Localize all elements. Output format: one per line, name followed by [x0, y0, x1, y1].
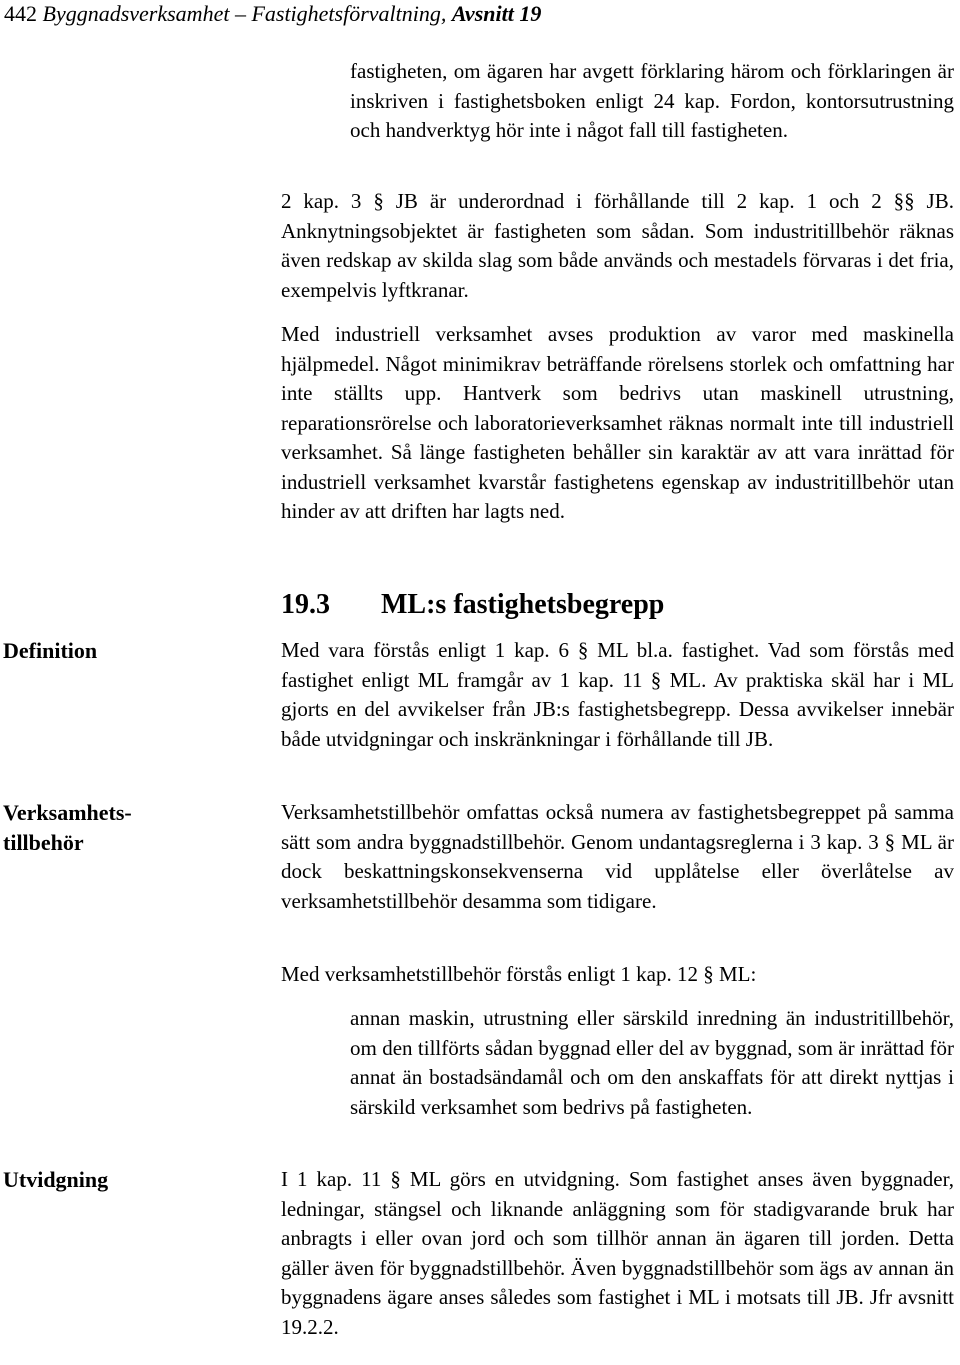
page-header: [4, 0, 541, 28]
page-number: 442: [4, 1, 37, 26]
paragraph-industriell-verksamhet: Med industriell verksamhet avses produktion av varor med maskinella hjälpmedel. Något minimikrav beträffande rörelsens storlek och omfattning har inte ställts upp. Hantverk som bedrivs utan maskinell utrustning, reparationsrörelse och laboratorieverksamhet räknas normalt inte till industriell verksamhet. Så länge fastigheten behåller sin karaktär av att vara inrättad för industriell verksamhet kvarstår fastighetens egenskap av industritillbehör utan hinder av att driften har lagts ned.: [281, 322, 954, 523]
paragraph-definition: Med vara förstås enligt 1 kap. 6 § ML bl.a. fastighet. Vad som förstås med fastighet enligt ML framgår av 1 kap. 11 § ML. Av praktiska skäl har i ML gjorts en del avvikelser från JB:s fastighetsbegrepp. Dessa avvikelser innebär både utvidgningar och inskränkningar i förhållande till JB.: [281, 638, 954, 751]
paragraph-med-verksamhetstillbehor: Med verksamhetstillbehör förstås enligt 1 kap. 12 § ML:: [281, 962, 757, 986]
paragraph-fastigheten: fastigheten, om ägaren har avgett förklaring härom och förklaringen är inskriven i fastighetsboken enligt 24 kap. Fordon, kontorsutrustning och handverktyg hör inte i något fall till fastigheten.: [350, 59, 954, 142]
paragraph-underordnad: 2 kap. 3 § JB är underordnad i förhållande till 2 kap. 1 och 2 §§ JB. Anknytningsobjektet är fastigheten som sådan. Som industritillbehör räknas även redskap av skilda slag som både används och mestadels förvaras i det fria, exempelvis lyftkranar.: [281, 189, 954, 302]
section-number: 19.3: [281, 589, 330, 620]
paragraph-quoted-definition: annan maskin, utrustning eller särskild inredning än industritillbehör, om den tillförts sådan byggnad eller del av byggnad, som är inrättad för annat än bostadsändamål och om den anskaffats för att direkt nyttjas i särskild verksamhet som bedrivs på fastigheten.: [350, 1006, 954, 1119]
section-heading: [281, 588, 664, 622]
margin-note-verksamhetstillbehor: Verksamhets- tillbehör: [3, 800, 132, 855]
running-section: Avsnitt 19: [451, 1, 542, 26]
margin-note-utvidgning: Utvidgning: [3, 1167, 109, 1192]
paragraph-utvidgning: I 1 kap. 11 § ML görs en utvidgning. Som fastighet anses även byggnader, ledningar, stängsel och liknande anläggning som för stadigvarande bruk har anbragts i eller ovan jord och som tillhör annan än ägaren till jorden. Detta gäller även för byggnadstillbehör. Även byggnadstillbehör som ägs av annan än byggnadens ägare anses således som fastighet i ML i motsats till JB. Jfr avsnitt 19.2.2.: [281, 1167, 954, 1339]
running-title: Byggnadsverksamhet – Fastighetsförvaltning,: [42, 1, 447, 26]
margin-note-definition: Definition: [3, 638, 98, 663]
paragraph-verksamhetstillbehor: Verksamhetstillbehör omfattas också numera av fastighetsbegreppet på samma sätt som andra byggnadstillbehör. Genom undantagsreglerna i 3 kap. 3 § ML är dock beskattningskonsekvenserna vid upplåtelse eller överlåtelse av verksamhetstillbehör desamma som tidigare.: [281, 800, 954, 913]
section-title: ML:s fastighetsbegrepp: [381, 589, 665, 620]
